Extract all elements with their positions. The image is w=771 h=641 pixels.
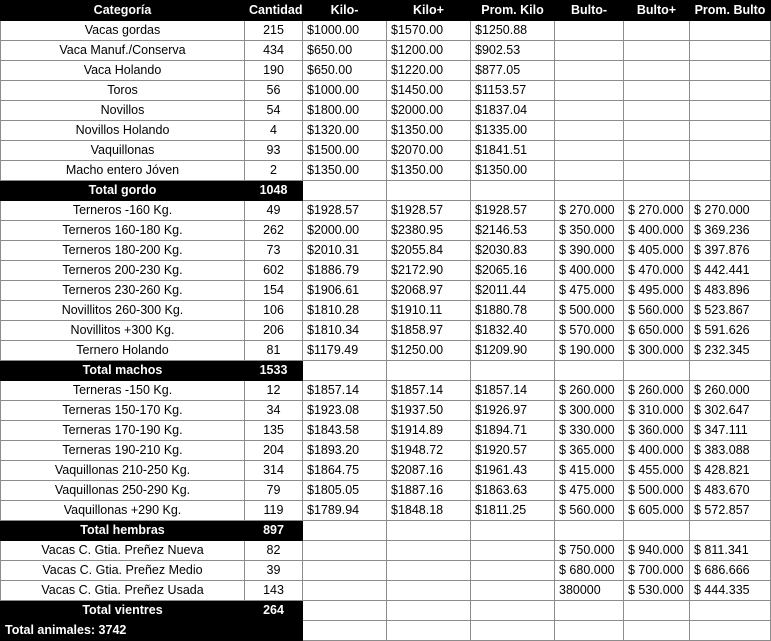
kilo-min-cell: $1843.58 [303,421,387,441]
category-cell: Total machos [1,361,245,381]
kilo-min-cell: $1500.00 [303,141,387,161]
bulto-min-cell: $ 270.000 [555,201,624,221]
bulto-max-cell [624,141,690,161]
bulto-max-cell [624,21,690,41]
kilo-avg-cell: $1350.00 [471,161,555,181]
kilo-min-cell: $1906.61 [303,281,387,301]
bulto-avg-cell [690,181,771,201]
bulto-max-cell [624,521,690,541]
kilo-max-cell: $2172.90 [387,261,471,281]
kilo-max-cell: $1857.14 [387,381,471,401]
bulto-max-cell: $ 310.000 [624,401,690,421]
category-cell: Novillos Holando [1,121,245,141]
category-cell: Vaquillonas 250-290 Kg. [1,481,245,501]
category-cell: Toros [1,81,245,101]
bulto-max-cell [624,41,690,61]
bulto-min-cell: $ 390.000 [555,241,624,261]
bulto-min-cell: $ 680.000 [555,561,624,581]
kilo-avg-cell: $1335.00 [471,121,555,141]
bulto-avg-cell: $ 572.857 [690,501,771,521]
kilo-max-cell: $1200.00 [387,41,471,61]
bulto-min-cell [555,161,624,181]
bulto-max-cell: $ 650.000 [624,321,690,341]
quantity-cell: 54 [245,101,303,121]
kilo-avg-cell: $2146.53 [471,221,555,241]
bulto-avg-cell: $ 270.000 [690,201,771,221]
quantity-cell: 314 [245,461,303,481]
bulto-max-cell: $ 455.000 [624,461,690,481]
kilo-avg-cell: $1250.88 [471,21,555,41]
quantity-cell: 206 [245,321,303,341]
kilo-min-cell: $1893.20 [303,441,387,461]
category-cell: Vacas C. Gtia. Preñez Nueva [1,541,245,561]
bulto-avg-cell [690,61,771,81]
bulto-avg-cell: $ 369.236 [690,221,771,241]
grand-total-row [1,621,771,641]
kilo-avg-cell: $2011.44 [471,281,555,301]
table-row [1,501,771,521]
bulto-min-cell: $ 570.000 [555,321,624,341]
bulto-min-cell: $ 330.000 [555,421,624,441]
bulto-max-cell: $ 260.000 [624,381,690,401]
bulto-avg-cell: $ 347.111 [690,421,771,441]
kilo-max-cell: $2380.95 [387,221,471,241]
bulto-min-cell [555,21,624,41]
table-row [1,461,771,481]
bulto-avg-cell [690,161,771,181]
bulto-avg-cell: $ 383.088 [690,441,771,461]
bulto-max-cell: $ 470.000 [624,261,690,281]
bulto-min-cell [555,181,624,201]
quantity-cell: 73 [245,241,303,261]
category-cell: Vacas C. Gtia. Preñez Medio [1,561,245,581]
kilo-avg-cell: $1863.63 [471,481,555,501]
quantity-cell: 154 [245,281,303,301]
empty-cell [471,621,555,641]
category-cell: Vaca Manuf./Conserva [1,41,245,61]
kilo-max-cell: $1928.57 [387,201,471,221]
kilo-max-cell: $2000.00 [387,101,471,121]
bulto-max-cell: $ 700.000 [624,561,690,581]
kilo-avg-cell [471,181,555,201]
bulto-max-cell: $ 605.000 [624,501,690,521]
kilo-avg-cell: $1209.90 [471,341,555,361]
quantity-cell: 39 [245,561,303,581]
category-cell: Vaca Holando [1,61,245,81]
category-cell: Total vientres [1,601,245,621]
total-row [1,181,771,201]
table-row [1,101,771,121]
table-row [1,321,771,341]
kilo-avg-cell: $2065.16 [471,261,555,281]
table-row [1,161,771,181]
bulto-max-cell [624,601,690,621]
bulto-min-cell [555,361,624,381]
bulto-avg-cell [690,361,771,381]
category-cell: Macho entero Jóven [1,161,245,181]
kilo-max-cell: $1914.89 [387,421,471,441]
bulto-min-cell: $ 415.000 [555,461,624,481]
bulto-avg-cell [690,41,771,61]
kilo-max-cell [387,361,471,381]
kilo-min-cell: $1928.57 [303,201,387,221]
empty-cell [387,621,471,641]
bulto-max-cell: $ 940.000 [624,541,690,561]
bulto-avg-cell: $ 442.441 [690,261,771,281]
kilo-avg-cell [471,521,555,541]
kilo-avg-cell: $1153.57 [471,81,555,101]
bulto-max-cell: $ 400.000 [624,441,690,461]
bulto-avg-cell: $ 428.821 [690,461,771,481]
table-row [1,341,771,361]
kilo-min-cell: $1000.00 [303,21,387,41]
bulto-avg-cell [690,601,771,621]
category-cell: Terneros 180-200 Kg. [1,241,245,261]
quantity-cell: 93 [245,141,303,161]
table-row [1,581,771,601]
bulto-min-cell: $ 365.000 [555,441,624,461]
category-cell: Terneros -160 Kg. [1,201,245,221]
bulto-avg-cell: $ 232.345 [690,341,771,361]
quantity-cell: 34 [245,401,303,421]
bulto-min-cell: $ 560.000 [555,501,624,521]
kilo-avg-cell: $1894.71 [471,421,555,441]
total-row [1,521,771,541]
bulto-avg-cell: $ 483.670 [690,481,771,501]
kilo-avg-cell [471,601,555,621]
quantity-cell: 602 [245,261,303,281]
kilo-min-cell: $650.00 [303,61,387,81]
bulto-max-cell: $ 270.000 [624,201,690,221]
quantity-cell: 119 [245,501,303,521]
quantity-cell: 81 [245,341,303,361]
quantity-cell: 215 [245,21,303,41]
kilo-avg-cell [471,541,555,561]
bulto-min-cell [555,121,624,141]
empty-cell [303,621,387,641]
quantity-cell: 190 [245,61,303,81]
bulto-max-cell [624,181,690,201]
kilo-min-cell [303,181,387,201]
kilo-avg-cell: $1880.78 [471,301,555,321]
kilo-min-cell [303,561,387,581]
category-cell: Terneras 150-170 Kg. [1,401,245,421]
table-row [1,401,771,421]
bulto-max-cell [624,81,690,101]
table-row [1,221,771,241]
bulto-max-cell [624,61,690,81]
kilo-avg-cell: $1928.57 [471,201,555,221]
quantity-cell: 79 [245,481,303,501]
quantity-cell: 143 [245,581,303,601]
bulto-max-cell: $ 405.000 [624,241,690,261]
kilo-min-cell: $1320.00 [303,121,387,141]
category-cell: Vaquillonas 210-250 Kg. [1,461,245,481]
bulto-max-header: Bulto+ [624,1,690,21]
table-row [1,381,771,401]
kilo-avg-cell [471,561,555,581]
table-row [1,301,771,321]
category-cell: Novillitos 260-300 Kg. [1,301,245,321]
bulto-max-cell [624,161,690,181]
kilo-avg-cell: $1841.51 [471,141,555,161]
table-row [1,441,771,461]
quantity-cell: 4 [245,121,303,141]
kilo-max-cell [387,601,471,621]
bulto-min-cell [555,141,624,161]
bulto-min-cell: $ 300.000 [555,401,624,421]
bulto-min-cell: $ 190.000 [555,341,624,361]
category-cell: Novillos [1,101,245,121]
quantity-cell: 897 [245,521,303,541]
bulto-max-cell: $ 360.000 [624,421,690,441]
bulto-avg-header: Prom. Bulto [690,1,771,21]
bulto-min-cell: $ 500.000 [555,301,624,321]
category-cell: Terneros 230-260 Kg. [1,281,245,301]
kilo-avg-cell: $1811.25 [471,501,555,521]
bulto-max-cell [624,361,690,381]
bulto-max-cell: $ 530.000 [624,581,690,601]
kilo-min-cell [303,361,387,381]
table-row [1,241,771,261]
bulto-min-cell [555,61,624,81]
kilo-max-cell: $1250.00 [387,341,471,361]
table-row [1,261,771,281]
kilo-min-cell: $1789.94 [303,501,387,521]
table-body [1,21,771,641]
kilo-max-cell: $1450.00 [387,81,471,101]
kilo-max-cell: $2068.97 [387,281,471,301]
bulto-max-cell [624,121,690,141]
bulto-min-cell: $ 350.000 [555,221,624,241]
kilo-avg-cell: $1920.57 [471,441,555,461]
kilo-avg-cell: $2030.83 [471,241,555,261]
kilo-max-cell: $1848.18 [387,501,471,521]
quantity-cell: 262 [245,221,303,241]
kilo-avg-cell: $877.05 [471,61,555,81]
kilo-min-cell: $1886.79 [303,261,387,281]
kilo-avg-cell: $902.53 [471,41,555,61]
category-cell: Total gordo [1,181,245,201]
bulto-avg-cell: $ 397.876 [690,241,771,261]
category-cell: Terneros 200-230 Kg. [1,261,245,281]
bulto-min-cell [555,521,624,541]
kilo-max-header: Kilo+ [387,1,471,21]
bulto-avg-cell: $ 591.626 [690,321,771,341]
bulto-avg-cell: $ 686.666 [690,561,771,581]
table-row [1,81,771,101]
kilo-max-cell: $2087.16 [387,461,471,481]
bulto-max-cell: $ 300.000 [624,341,690,361]
kilo-max-cell: $1570.00 [387,21,471,41]
kilo-max-cell: $1350.00 [387,161,471,181]
table-row [1,541,771,561]
total-row [1,601,771,621]
table-row [1,141,771,161]
category-cell: Terneras 170-190 Kg. [1,421,245,441]
category-cell: Ternero Holando [1,341,245,361]
bulto-avg-cell [690,141,771,161]
kilo-avg-cell: $1857.14 [471,381,555,401]
kilo-max-cell: $1910.11 [387,301,471,321]
bulto-min-cell [555,41,624,61]
category-cell: Terneras 190-210 Kg. [1,441,245,461]
kilo-max-cell [387,181,471,201]
kilo-max-cell: $2055.84 [387,241,471,261]
category-cell: Terneros 160-180 Kg. [1,221,245,241]
kilo-min-cell: $1864.75 [303,461,387,481]
category-cell: Total hembras [1,521,245,541]
kilo-avg-cell [471,581,555,601]
bulto-avg-cell: $ 523.867 [690,301,771,321]
bulto-avg-cell: $ 811.341 [690,541,771,561]
bulto-avg-cell [690,101,771,121]
bulto-min-cell [555,81,624,101]
kilo-min-cell [303,541,387,561]
kilo-avg-cell: $1837.04 [471,101,555,121]
bulto-avg-cell [690,521,771,541]
kilo-avg-header: Prom. Kilo [471,1,555,21]
quantity-cell: 49 [245,201,303,221]
bulto-avg-cell: $ 444.335 [690,581,771,601]
table-row [1,281,771,301]
table-row [1,21,771,41]
category-cell: Vaquillonas [1,141,245,161]
kilo-max-cell [387,541,471,561]
kilo-min-header: Kilo- [303,1,387,21]
table-row [1,481,771,501]
kilo-max-cell: $2070.00 [387,141,471,161]
quantity-cell: 264 [245,601,303,621]
kilo-avg-cell: $1961.43 [471,461,555,481]
bulto-avg-cell: $ 302.647 [690,401,771,421]
bulto-max-cell: $ 495.000 [624,281,690,301]
quantity-cell: 82 [245,541,303,561]
empty-cell [555,621,624,641]
bulto-avg-cell [690,121,771,141]
bulto-avg-cell: $ 483.896 [690,281,771,301]
bulto-min-cell: $ 400.000 [555,261,624,281]
kilo-min-cell: $1857.14 [303,381,387,401]
grand-total-label: Total animales: 3742 [1,621,303,641]
table-row [1,561,771,581]
kilo-max-cell: $1858.97 [387,321,471,341]
bulto-avg-cell: $ 260.000 [690,381,771,401]
category-header: Categoría [1,1,245,21]
kilo-max-cell [387,581,471,601]
quantity-header: Cantidad [245,1,303,21]
bulto-min-header: Bulto- [555,1,624,21]
quantity-cell: 106 [245,301,303,321]
kilo-min-cell [303,581,387,601]
empty-cell [690,621,771,641]
quantity-cell: 1533 [245,361,303,381]
table-row [1,421,771,441]
bulto-max-cell [624,101,690,121]
kilo-min-cell: $2000.00 [303,221,387,241]
kilo-max-cell: $1220.00 [387,61,471,81]
bulto-min-cell [555,101,624,121]
category-cell: Terneras -150 Kg. [1,381,245,401]
bulto-min-cell: $ 475.000 [555,481,624,501]
kilo-min-cell: $1000.00 [303,81,387,101]
kilo-min-cell: $1923.08 [303,401,387,421]
bulto-min-cell [555,601,624,621]
category-cell: Vacas gordas [1,21,245,41]
kilo-max-cell: $1350.00 [387,121,471,141]
table-row [1,41,771,61]
bulto-min-cell: 380000 [555,581,624,601]
kilo-avg-cell: $1832.40 [471,321,555,341]
kilo-avg-cell: $1926.97 [471,401,555,421]
quantity-cell: 434 [245,41,303,61]
kilo-max-cell: $1937.50 [387,401,471,421]
kilo-min-cell: $1179.49 [303,341,387,361]
bulto-min-cell: $ 475.000 [555,281,624,301]
quantity-cell: 56 [245,81,303,101]
bulto-avg-cell [690,81,771,101]
kilo-min-cell: $1350.00 [303,161,387,181]
kilo-avg-cell [471,361,555,381]
total-row [1,361,771,381]
bulto-avg-cell [690,21,771,41]
table-row [1,121,771,141]
bulto-max-cell: $ 400.000 [624,221,690,241]
kilo-min-cell: $1810.34 [303,321,387,341]
bulto-min-cell: $ 260.000 [555,381,624,401]
kilo-min-cell [303,601,387,621]
kilo-min-cell: $1805.05 [303,481,387,501]
table-row [1,201,771,221]
kilo-min-cell: $2010.31 [303,241,387,261]
kilo-min-cell: $1810.28 [303,301,387,321]
category-cell: Novillitos +300 Kg. [1,321,245,341]
category-cell: Vaquillonas +290 Kg. [1,501,245,521]
quantity-cell: 12 [245,381,303,401]
quantity-cell: 135 [245,421,303,441]
bulto-max-cell: $ 560.000 [624,301,690,321]
kilo-min-cell: $650.00 [303,41,387,61]
table-row [1,61,771,81]
kilo-max-cell: $1948.72 [387,441,471,461]
kilo-max-cell [387,561,471,581]
category-cell: Vacas C. Gtia. Preñez Usada [1,581,245,601]
kilo-min-cell: $1800.00 [303,101,387,121]
quantity-cell: 1048 [245,181,303,201]
quantity-cell: 2 [245,161,303,181]
kilo-max-cell: $1887.16 [387,481,471,501]
quantity-cell: 204 [245,441,303,461]
kilo-max-cell [387,521,471,541]
kilo-min-cell [303,521,387,541]
bulto-max-cell: $ 500.000 [624,481,690,501]
bulto-min-cell: $ 750.000 [555,541,624,561]
header-row [1,1,771,21]
empty-cell [624,621,690,641]
